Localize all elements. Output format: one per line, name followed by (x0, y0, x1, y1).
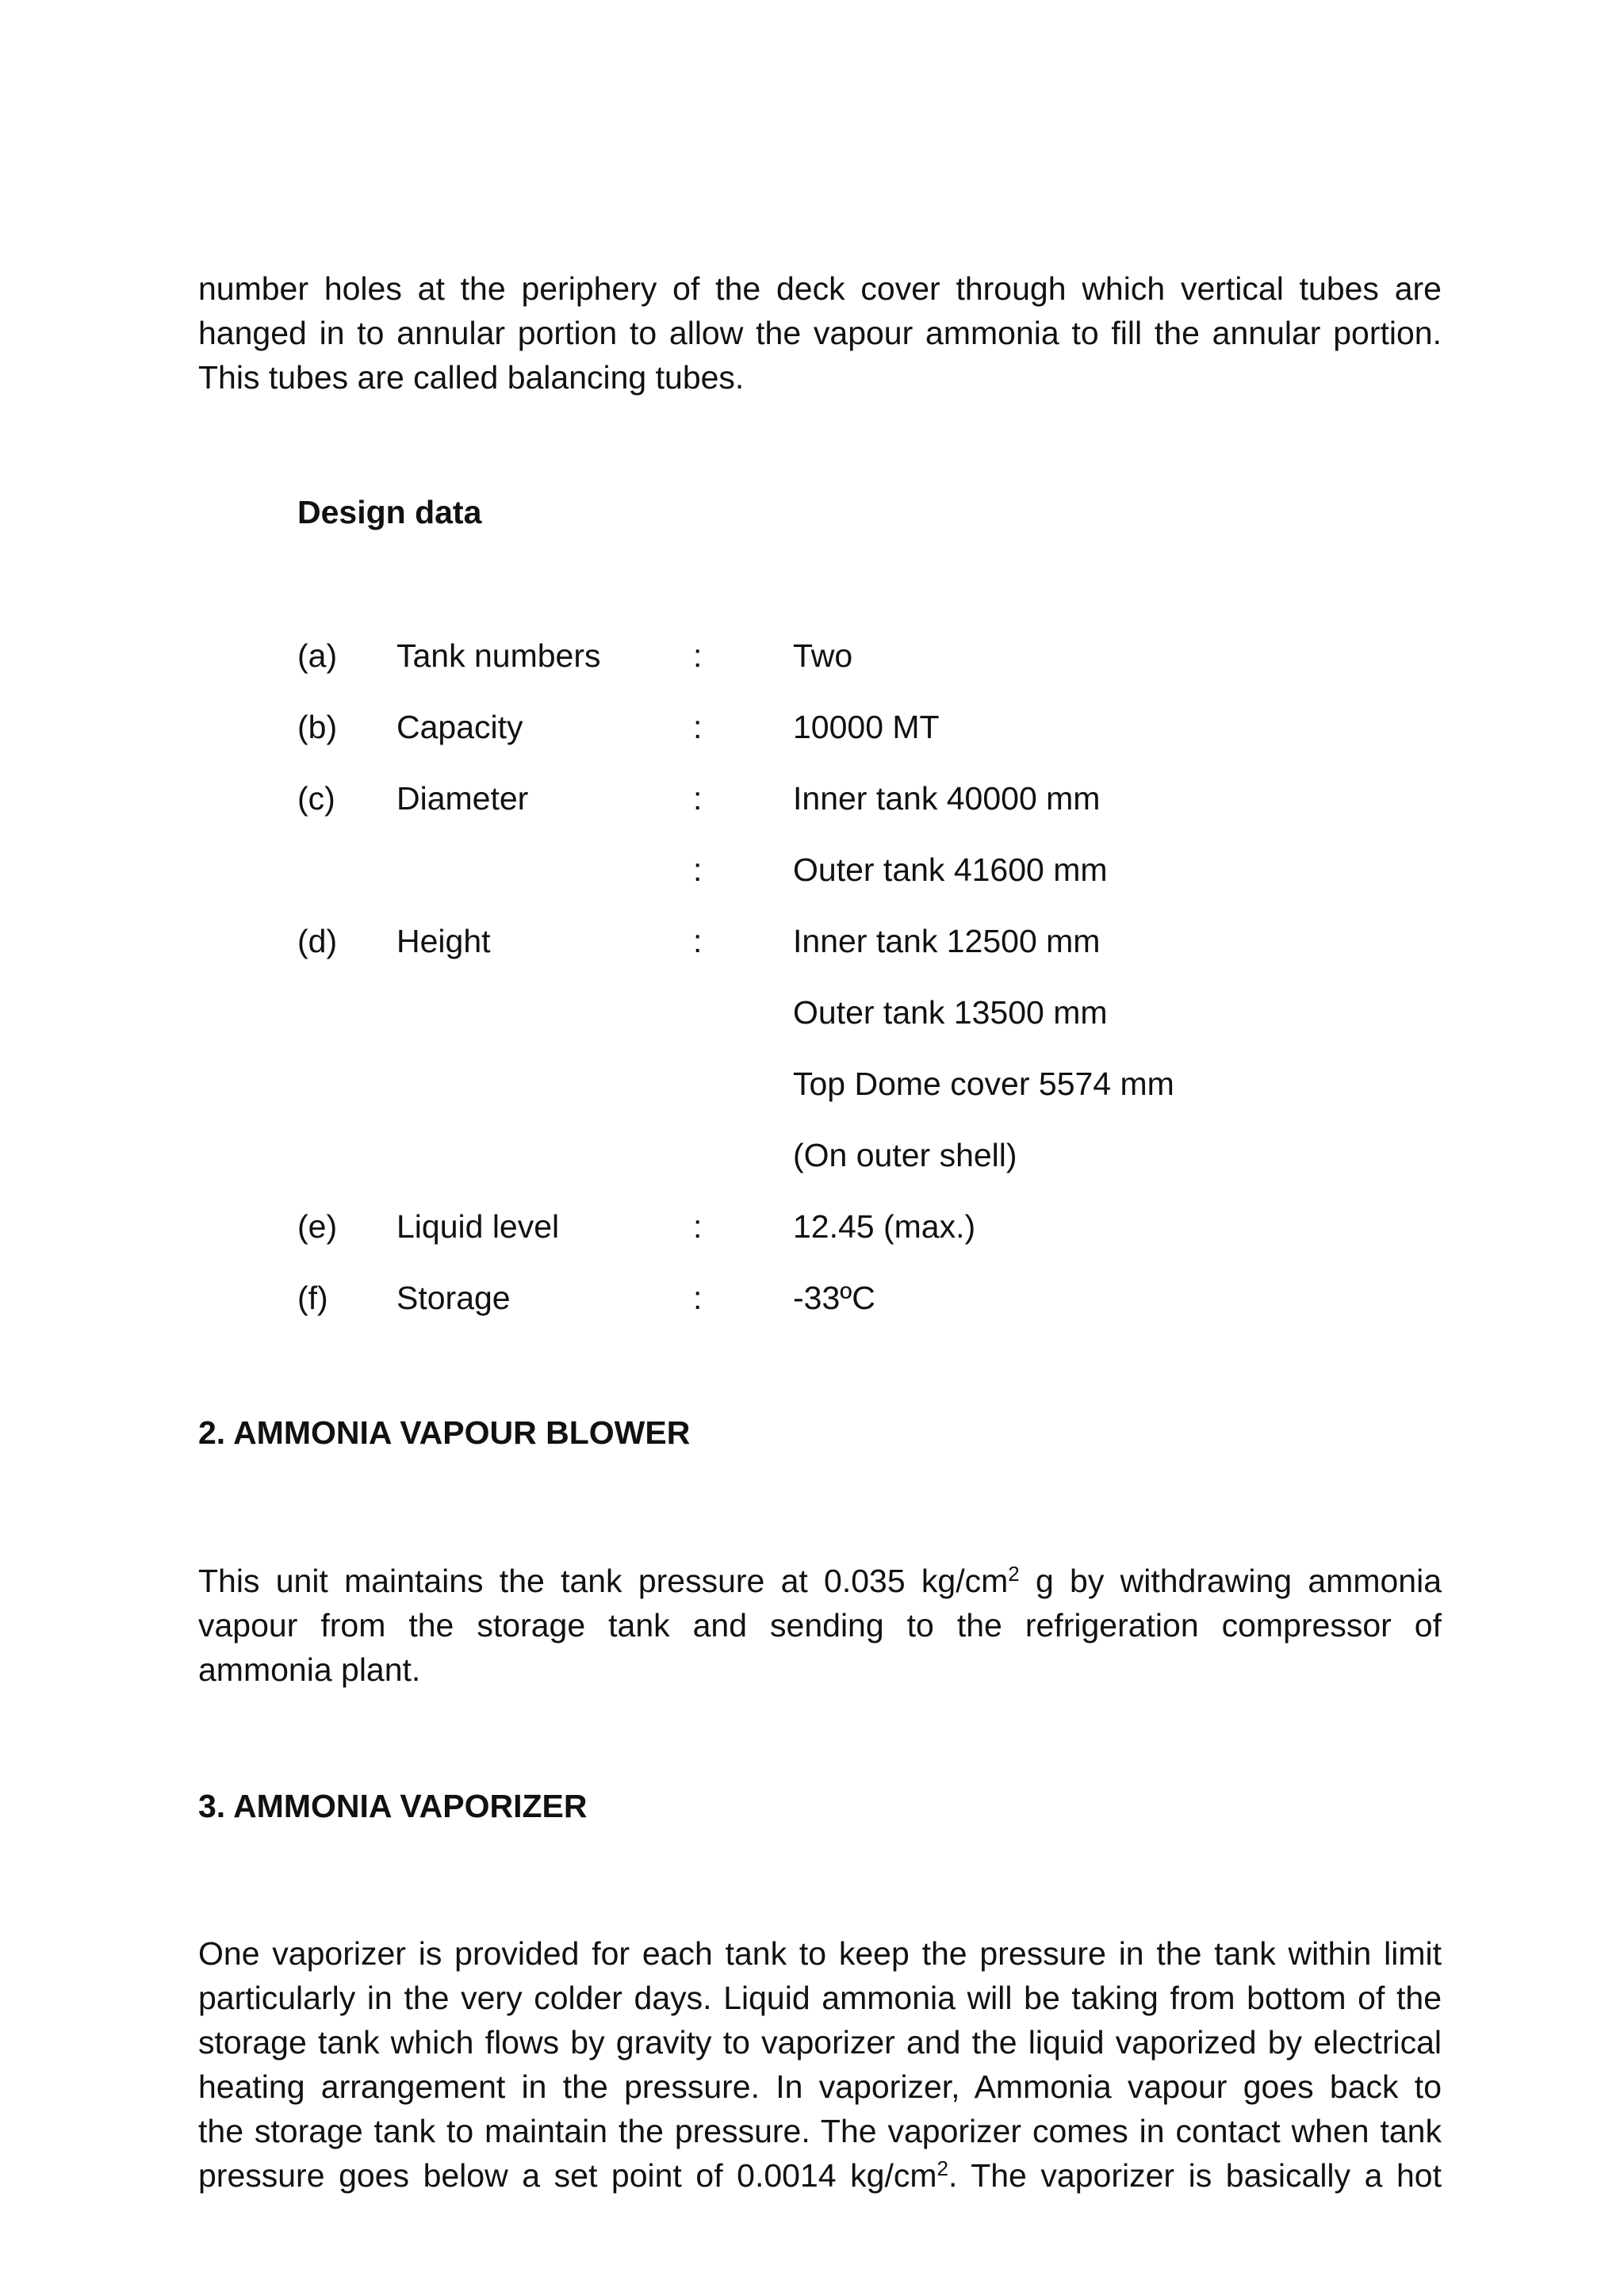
row-value: Inner tank 40000 mm (793, 780, 1101, 817)
section-3-line-6: pressure goes below a set point of 0.0014 $kg/cm^2$. The vaporizer is basically a hot (198, 2156, 1442, 2194)
section-3-line-3: storage tank which flows by gravity to vaporizer and the liquid vaporized by electrical (198, 2024, 1442, 2061)
design-data-row (0, 1280, 1624, 1324)
section-2-line-1: This unit maintains the tank pressure at 0.035 $kg/cm^2$ g by withdrawing ammonia (198, 1562, 1442, 1599)
section-2-heading: 2. AMMONIA VAPOUR BLOWER (198, 1414, 691, 1451)
section-2-line-2: vapour from the storage tank and sending to the refrigeration compressor of (198, 1607, 1442, 1644)
row-colon: : (693, 851, 703, 888)
design-data-row (0, 851, 1624, 896)
row-letter: (c) (297, 780, 335, 817)
section-2-paragraph (198, 1559, 1442, 1692)
design-data-row (0, 923, 1624, 967)
row-letter: (b) (297, 709, 338, 745)
row-label: Liquid level (396, 1208, 560, 1245)
row-colon: : (693, 637, 703, 674)
row-letter: (d) (297, 923, 338, 959)
section-3-heading: 3. AMMONIA VAPORIZER (198, 1788, 588, 1824)
intro-line-1: number holes at the periphery of the deck cover through which vertical tubes are (198, 270, 1442, 307)
section-2-line-3: ammonia plant. (198, 1651, 421, 1688)
section-3-line-4: heating arrangement in the pressure. In vaporizer, Ammonia vapour goes back to (198, 2068, 1442, 2105)
row-value: Top Dome cover 5574 mm (793, 1066, 1174, 1102)
section-3-paragraph (198, 1931, 1442, 2198)
row-value: Two (793, 637, 853, 674)
intro-paragraph (198, 266, 1442, 400)
section-3-line-1: One vaporizer is provided for each tank to keep the pressure in the tank within limit (198, 1935, 1442, 1972)
row-value: Outer tank 13500 mm (793, 994, 1108, 1031)
row-value: Inner tank 12500 mm (793, 923, 1101, 959)
row-value: (On outer shell) (793, 1137, 1017, 1173)
design-data-row (0, 637, 1624, 682)
row-value: Outer tank 41600 mm (793, 851, 1108, 888)
row-colon: : (693, 923, 703, 959)
row-label: Capacity (396, 709, 523, 745)
design-data-row (0, 1208, 1624, 1253)
row-letter: (e) (297, 1208, 338, 1245)
design-data-heading: Design data (297, 494, 482, 530)
row-label: Diameter (396, 780, 529, 817)
row-label: Storage (396, 1280, 511, 1316)
row-value: 12.45 (max.) (793, 1208, 976, 1245)
row-colon: : (693, 709, 703, 745)
design-data-row (0, 1066, 1624, 1110)
row-colon: : (693, 1208, 703, 1245)
design-data-row (0, 1137, 1624, 1181)
row-colon: : (693, 1280, 703, 1316)
row-value: -33ºC (793, 1280, 875, 1316)
intro-line-3: This tubes are called balancing tubes. (198, 359, 745, 396)
row-label: Tank numbers (396, 637, 601, 674)
row-colon: : (693, 780, 703, 817)
intro-line-2: hanged in to annular portion to allow the vapour ammonia to fill the annular portion. (198, 315, 1442, 351)
design-data-row (0, 709, 1624, 753)
section-3-line-5: the storage tank to maintain the pressure. The vaporizer comes in contact when tank (198, 2113, 1442, 2149)
row-letter: (f) (297, 1280, 328, 1316)
row-label: Height (396, 923, 491, 959)
section-3-line-2: particularly in the very colder days. Liquid ammonia will be taking from bottom of the (198, 1980, 1442, 2016)
design-data-row (0, 780, 1624, 825)
design-data-row (0, 994, 1624, 1039)
row-letter: (a) (297, 637, 338, 674)
row-value: 10000 MT (793, 709, 940, 745)
